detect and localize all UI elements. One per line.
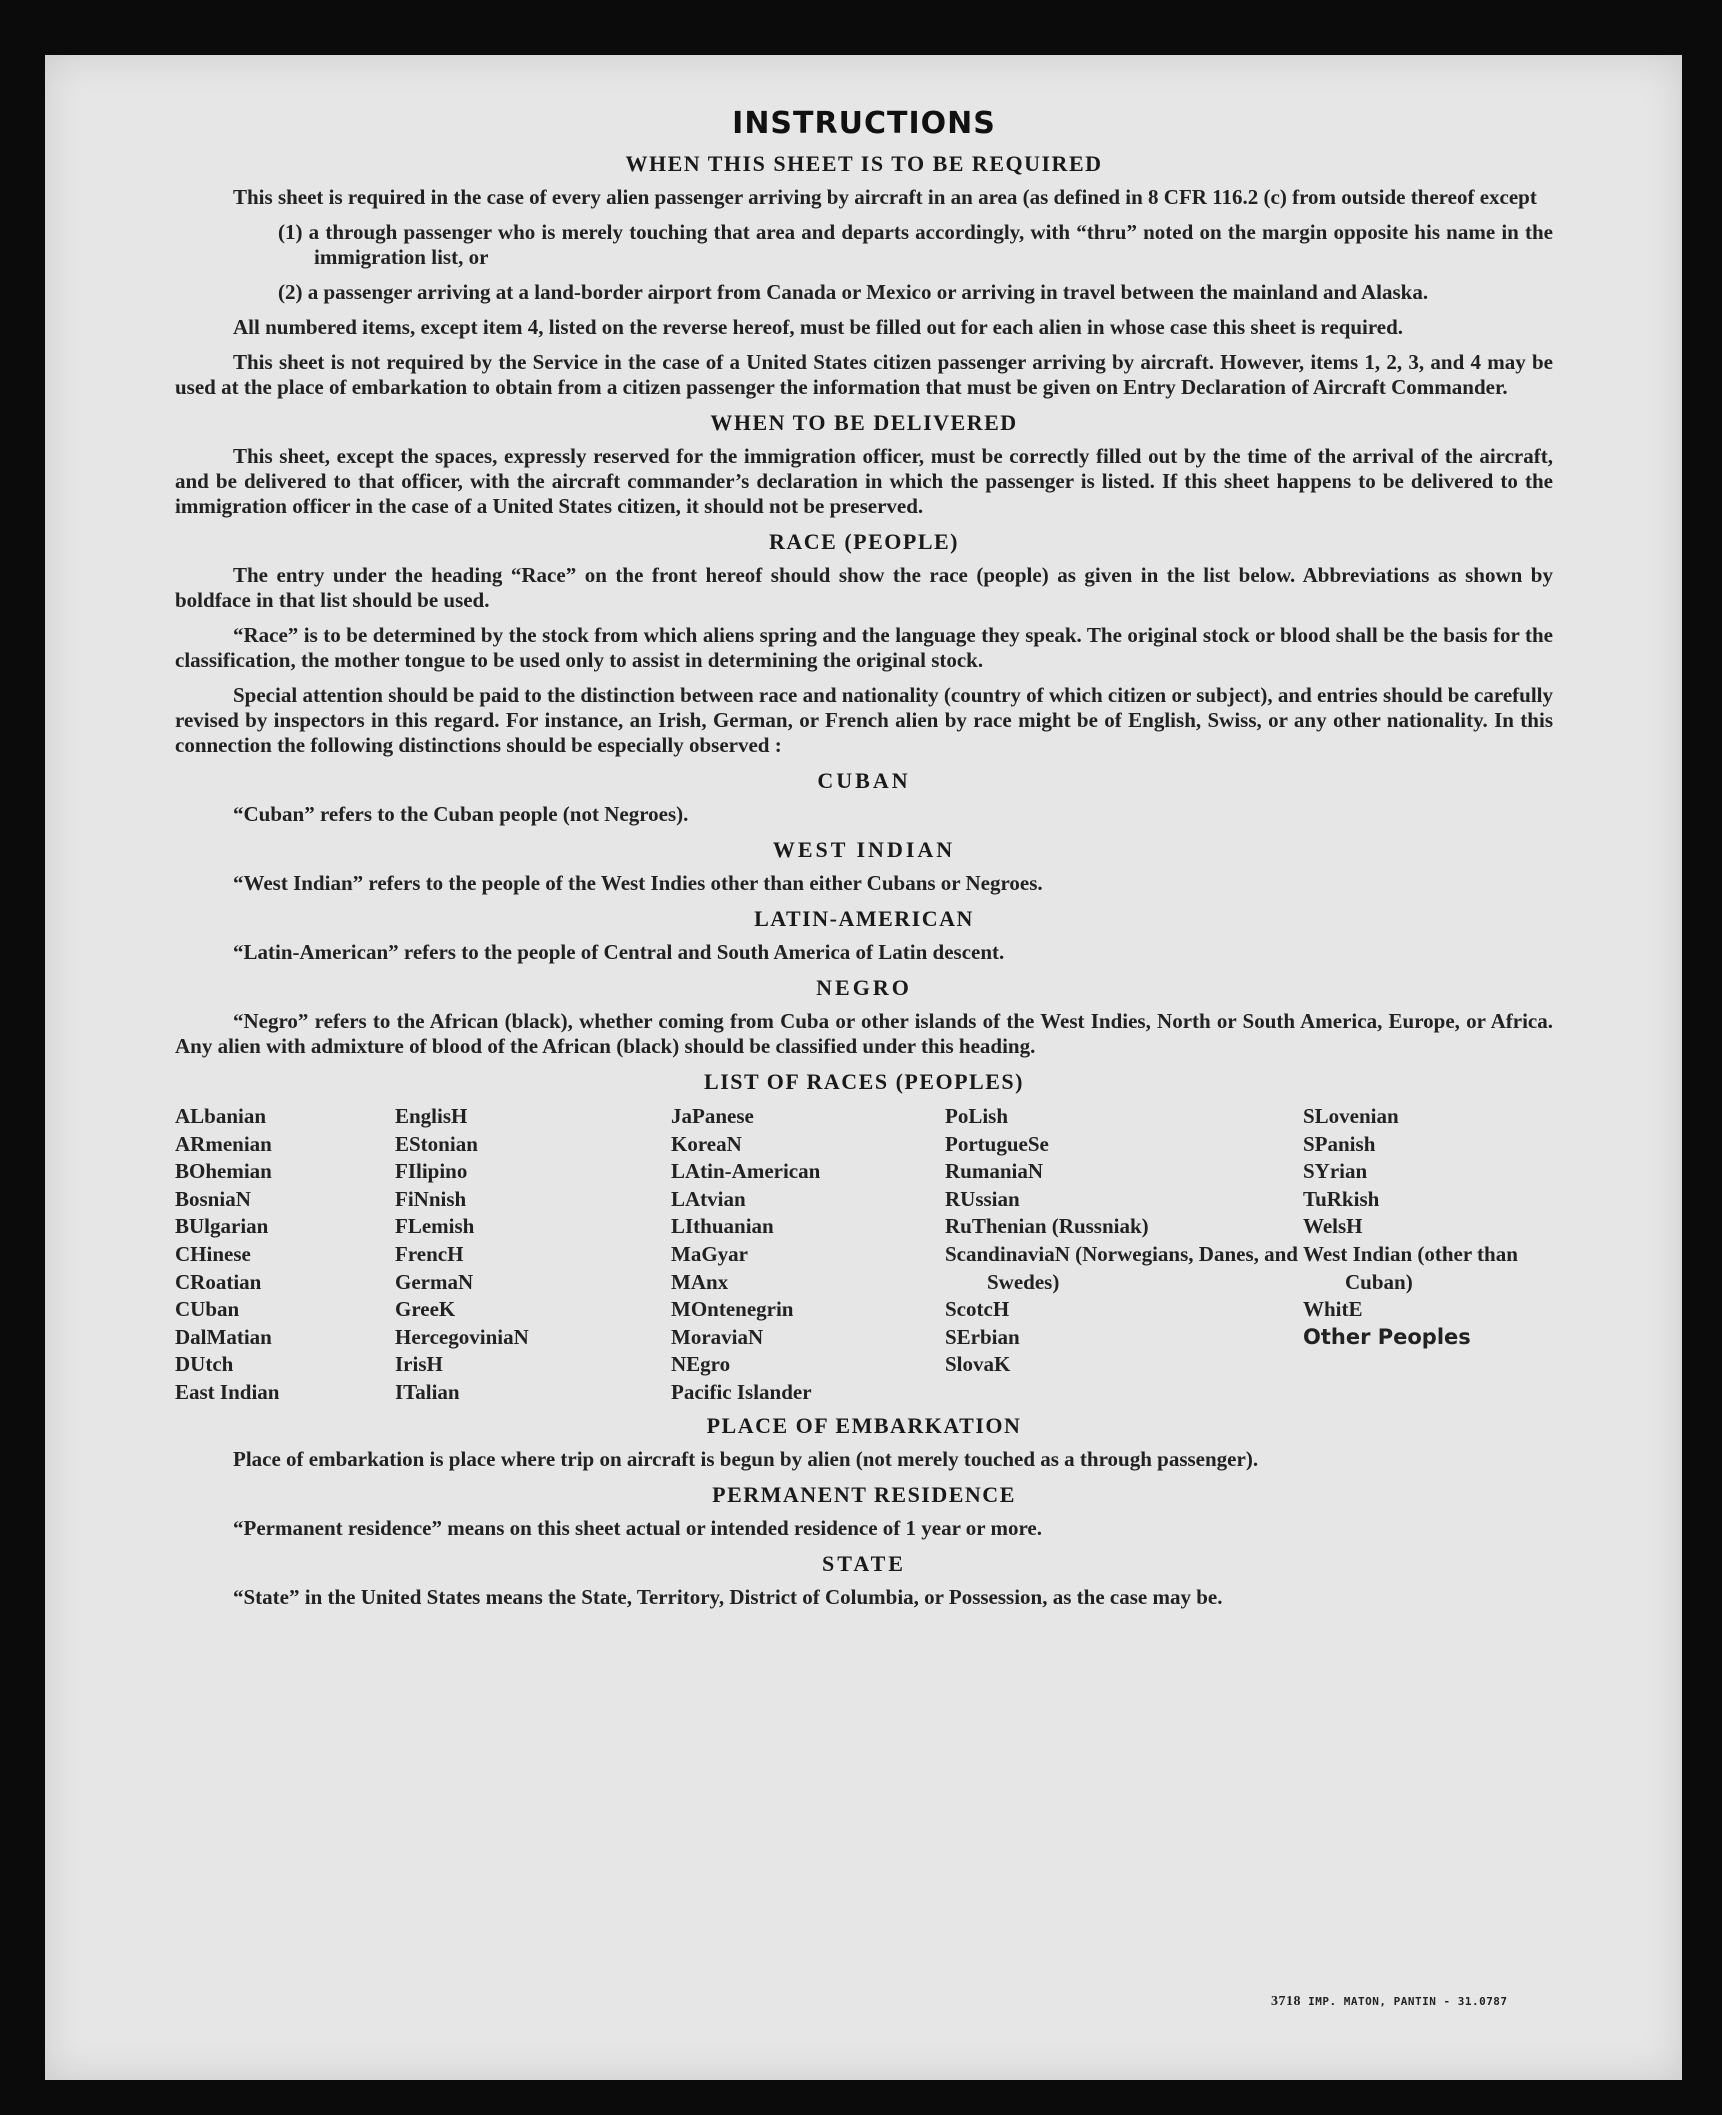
race-item: PortugueSe bbox=[945, 1131, 1049, 1156]
race-item: EStonian bbox=[395, 1131, 478, 1156]
race-item: SlovaK bbox=[945, 1352, 1011, 1377]
race-item: BosniaN bbox=[175, 1186, 251, 1211]
race-item: FLemish bbox=[395, 1214, 475, 1239]
race-item: Pacific Islander bbox=[671, 1379, 812, 1404]
para-residence: “Permanent residence” means on this sheet actual or intended residence of 1 year or more. bbox=[233, 1515, 1042, 1540]
para-embarkation: Place of embarkation is place where trip on aircraft is begun by alien (not merely touched as a through passenger). bbox=[233, 1446, 1259, 1471]
race-item: KoreaN bbox=[671, 1131, 742, 1156]
race-item: LIthuanian bbox=[671, 1214, 774, 1239]
race-item: DalMatian bbox=[175, 1324, 272, 1349]
race-item: DUtch bbox=[175, 1352, 234, 1377]
race-item: BUlgarian bbox=[175, 1214, 269, 1239]
sheet-content bbox=[175, 106, 1553, 1620]
races-column-2 bbox=[395, 1103, 671, 1407]
races-list bbox=[175, 1103, 1553, 1407]
race-item: JaPanese bbox=[671, 1104, 754, 1128]
race-item: MOntenegrin bbox=[671, 1297, 794, 1322]
race-item: CRoatian bbox=[175, 1269, 262, 1294]
race-item: GermaN bbox=[395, 1269, 474, 1294]
race-item: SErbian bbox=[945, 1324, 1020, 1349]
para-negro: “Negro” refers to the African (black), whether coming from Cuba or other islands of the West Indies, North or South America, Europe, or Africa. Any alien with admixture of blood of the African (black) should be classified under this heading. bbox=[175, 1009, 1553, 1058]
race-item: RumaniaN bbox=[945, 1159, 1044, 1184]
race-item: SLovenian bbox=[1303, 1104, 1399, 1128]
race-item: MoraviaN bbox=[671, 1324, 764, 1349]
race-item: LAtin-American bbox=[671, 1159, 821, 1184]
race-item: PoLish bbox=[945, 1104, 1009, 1128]
para-numbered-items: All numbered items, except item 4, listed on the reverse hereof, must be filled out for each alien in whose case this sheet is required. bbox=[233, 315, 1404, 339]
para-race-nationality: Special attention should be paid to the distinction between race and nationality (country of which citizen or subject), and entries should be carefully revised by inspectors in this regard. For instance, an Irish, German, or French alien by race might be of English, Swiss, or any other nationality. In this connection the following distinctions should be especially observed : bbox=[175, 683, 1553, 757]
heading-place-of-embarkation: PLACE OF EMBARKATION bbox=[706, 1412, 1022, 1438]
heading-cuban: CUBAN bbox=[817, 768, 911, 793]
heading-list-of-races: LIST OF RACES (PEOPLES) bbox=[704, 1069, 1024, 1094]
race-item: WelsH bbox=[1303, 1214, 1363, 1239]
race-item: NEgro bbox=[671, 1352, 731, 1377]
race-item: MaGyar bbox=[671, 1241, 748, 1266]
race-item: FiNnish bbox=[395, 1186, 467, 1211]
race-item: CUban bbox=[175, 1297, 240, 1322]
heading-permanent-residence: PERMANENT RESIDENCE bbox=[712, 1481, 1016, 1507]
race-item: BOhemian bbox=[175, 1159, 272, 1184]
race-item: MAnx bbox=[671, 1269, 729, 1294]
para-race-stock: “Race” is to be determined by the stock from which aliens spring and the language they speak. The original stock or blood shall be the basis for the classification, the mother tongue to be used only to assist in determining the original stock. bbox=[175, 623, 1553, 672]
race-item: HercegoviniaN bbox=[395, 1324, 529, 1349]
race-item-other-peoples: Other Peoples bbox=[1303, 1324, 1471, 1349]
para-race-entry: The entry under the heading “Race” on the front hereof should show the race (people) as given in the list below. Abbreviations as shown by boldface in that list should be used. bbox=[175, 563, 1553, 612]
printer-footer bbox=[1271, 1994, 1508, 2010]
para-state: “State” in the United States means the State, Territory, District of Columbia, or Possession, as the case may be. bbox=[233, 1584, 1223, 1609]
para-delivered: This sheet, except the spaces, expressly reserved for the immigration officer, must be correctly filled out by the time of the arrival of the aircraft, and be delivered to that officer, with the aircraft commander’s declaration in which the passenger is listed. If this sheet happens to be delivered to the immigration officer in the case of a United States citizen, it should not be preserved. bbox=[175, 444, 1553, 518]
race-item: SPanish bbox=[1303, 1131, 1376, 1156]
heading-race: RACE (PEOPLE) bbox=[769, 529, 959, 554]
para-cuban: “Cuban” refers to the Cuban people (not Negroes). bbox=[233, 802, 689, 826]
race-item: EnglisH bbox=[395, 1104, 468, 1128]
heading-when-delivered: WHEN TO BE DELIVERED bbox=[710, 410, 1018, 435]
race-item: West Indian (other than Cuban) bbox=[1303, 1241, 1518, 1294]
races-column-1 bbox=[175, 1103, 395, 1407]
race-item: SYrian bbox=[1303, 1159, 1368, 1184]
race-item: RuThenian (Russniak) bbox=[945, 1214, 1149, 1239]
para-exception-1: (1) a through passenger who is merely touching that area and departs accordingly, with “thru” noted on the margin opposite his name in the immigration list, or bbox=[278, 220, 1553, 269]
race-item: ALbanian bbox=[175, 1104, 267, 1128]
para-latin-american: “Latin-American” refers to the people of Central and South America of Latin descent. bbox=[233, 940, 1005, 964]
race-item: East Indian bbox=[175, 1379, 280, 1404]
heading-state: STATE bbox=[822, 1550, 906, 1576]
para-required-intro: This sheet is required in the case of every alien passenger arriving by aircraft in an area (as defined in 8 CFR 116.2 (c) from outside thereof except bbox=[233, 185, 1537, 209]
race-item: WhitE bbox=[1303, 1297, 1363, 1322]
race-item: ARmenian bbox=[175, 1131, 272, 1156]
races-column-4 bbox=[945, 1103, 1303, 1407]
race-item: ScandinaviaN (Norwegians, Danes, and Swedes) bbox=[945, 1241, 1298, 1294]
race-item: RUssian bbox=[945, 1186, 1020, 1211]
para-citizen-passenger: This sheet is not required by the Service in the case of a United States citizen passenger arriving by aircraft. However, items 1, 2, 3, and 4 may be used at the place of embarkation to obtain from a citizen passenger the information that must be given on Entry Declaration of Aircraft Commander. bbox=[175, 350, 1553, 399]
para-exception-2: (2) a passenger arriving at a land-border airport from Canada or Mexico or arriving in travel between the mainland and Alaska. bbox=[278, 280, 1429, 304]
race-item: TuRkish bbox=[1303, 1186, 1380, 1211]
heading-when-required: WHEN THIS SHEET IS TO BE REQUIRED bbox=[625, 151, 1103, 176]
form-number: 3718 bbox=[1271, 1994, 1301, 2009]
printer-imprint: IMP. MATON, PANTIN - 31.0787 bbox=[1308, 1995, 1508, 2008]
heading-west-indian: WEST INDIAN bbox=[772, 837, 956, 862]
race-item: LAtvian bbox=[671, 1186, 746, 1211]
race-item: IrisH bbox=[395, 1352, 443, 1377]
page-title: INSTRUCTIONS bbox=[732, 106, 996, 141]
race-item: CHinese bbox=[175, 1241, 251, 1266]
heading-negro: NEGRO bbox=[816, 975, 912, 1000]
race-item: FIlipino bbox=[395, 1159, 468, 1184]
race-item: ITalian bbox=[395, 1379, 460, 1404]
heading-latin-american: LATIN-AMERICAN bbox=[754, 906, 974, 931]
race-item: FrencH bbox=[395, 1241, 464, 1266]
race-item: GreeK bbox=[395, 1297, 456, 1322]
race-item: ScotcH bbox=[945, 1297, 1010, 1322]
races-column-3 bbox=[671, 1103, 945, 1407]
races-column-5 bbox=[1303, 1103, 1553, 1407]
para-west-indian: “West Indian” refers to the people of the West Indies other than either Cubans or Negroes. bbox=[233, 871, 1043, 895]
